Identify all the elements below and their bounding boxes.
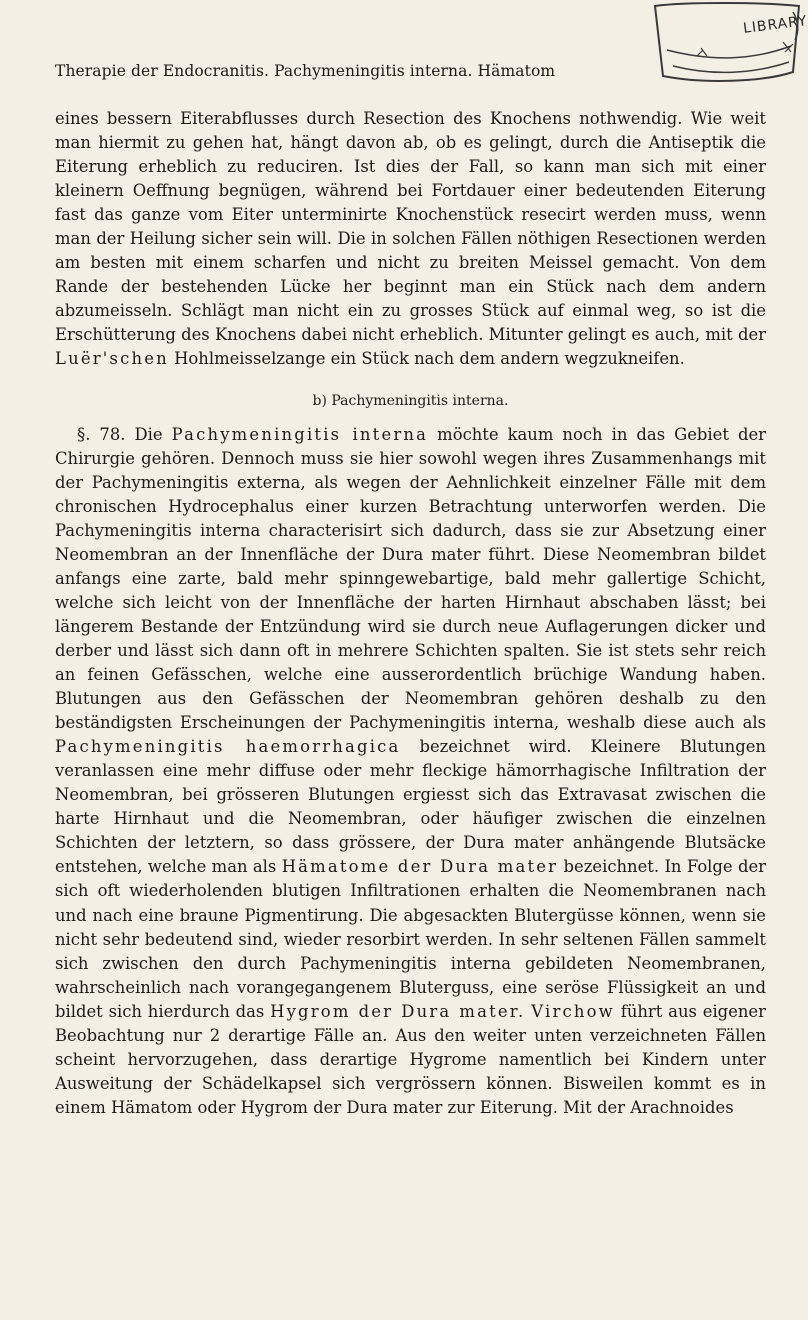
term-haematome: Hämatome der Dura mater (281, 857, 559, 877)
section-heading: b) Pachymeningitis interna. (312, 392, 509, 409)
term-pachymeningitis-haemorrhagica: Pachymeningitis haemorrhagica (55, 737, 401, 757)
library-stamp-icon (643, 2, 803, 84)
name-luer: Luër'schen (55, 349, 169, 369)
term-pachymeningitis-interna: Pachymeningitis interna (171, 424, 429, 444)
term-hygrom: Hygrom der Dura mater. (270, 1001, 526, 1021)
stamp-text: LIBRARY (742, 13, 808, 37)
paragraph-1: eines bessern Eiterabflusses durch Resection des Knochens nothwendig. Wie weit man hiermit zu gehen hat, hängt davon ab, ob es gelingt, durch die Antiseptik die Eiterung erheblich zu reduciren. Ist dies der Fall, so kann man sich mit einer kleinern Oeffnung begnügen, während bei Fortdauer einer bedeutenden Eiterung fast das ganze vom Eiter unterminirte Knochenstück resecirt werden muss, wenn man der Heilung sicher sein will. Die in solchen Fällen nöthigen Resectionen werden am besten mit einem scharfen und nicht zu breiten Meissel gemacht. Von dem Rande der bestehenden Lücke her beginnt man ein Stück nach dem andern abzumeisseln. Schlägt man nicht ein zu grosses Stück auf einmal weg, so ist die Erschütterung des Knochens dabei nicht erheblich. Mitunter gelingt es auch, mit der Luër'schen Hohlmeisselzange ein Stück nach dem andern wegzukneifen. (55, 109, 766, 369)
paragraph-2: §. 78. Die Pachymeningitis interna möchte kaum noch in das Gebiet der Chirurgie gehören. Dennoch muss sie hier sowohl wegen ihres Zusammenhangs mit der Pachymeningitis externa, als wegen der Aehnlichkeit einzelner Fälle mit dem chronischen Hydrocephalus einer kurzen Betrachtung unterworfen werden. Die Pachymeningitis interna characterisirt sich dadurch, dass sie zur Absetzung einer Neomembran an der Innenfläche der Dura mater führt. Diese Neomembran bildet anfangs eine zarte, bald mehr spinngewebartige, bald mehr gallertige Schicht, welche sich leicht von der Innenfläche der harten Hirnhaut abschaben lässt; bei längerem Bestande der Entzündung wird sie durch neue Auflagerungen dicker und derber und lässt sich dann oft in mehrere Schichten spalten. Sie ist stets sehr reich an feinen Gefässchen, welche eine ausserordentlich brüchige Wandung haben. Blutungen aus den Gefässchen der Neomembran gehören deshalb zu den beständigsten Erscheinungen der Pachymeningitis interna, weshalb diese auch als Pachymeningitis haemorrhagica bezeichnet wird. Kleinere Blutungen veranlassen eine mehr diffuse oder mehr fleckige hämorrhagische Infiltration der Neomembran, bei grösseren Blutungen ergiesst sich das Extravasat zwischen die harte Hirnhaut und die Neomembran, oder häufiger zwischen die einzelnen Schichten der letztern, so dass grössere, der Dura mater anhängende Blutsäcke entstehen, welche man als Hämatome der Dura mater bezeichnet. In Folge der sich oft wiederholenden blutigen Infiltrationen erhalten die Neomembranen nach und nach eine braune Pigmentirung. Die abgesackten Blutergüsse können, wenn sie nicht sehr bedeutend sind, wieder resorbirt werden. In sehr seltenen Fällen sammelt sich zwischen den durch Pachymeningitis interna gebildeten Neomembranen, wahrscheinlich nach vorangegangenem Bluterguss, eine seröse Flüssigkeit an und bildet sich hierdurch das Hygrom der Dura mater. Virchow führt aus eigener Beobachtung nur 2 derartige Fälle an. Aus den weiter unten verzeichneten Fällen scheint hervorzugehen, dass derartige Hygrome namentlich bei Kindern unter Ausweitung der Schädelkapsel sich vergrössern können. Bisweilen kommt es in einem Hämatom oder Hygrom der Dura mater zur Eiterung. Mit der Arachnoides (55, 424, 766, 1117)
library-stamp (643, 2, 808, 84)
name-virchow: Virchow (531, 1001, 615, 1021)
body-text (55, 107, 766, 1120)
running-head: Therapie der Endocranitis. Pachymeningitis interna. Hämatom (55, 62, 556, 80)
